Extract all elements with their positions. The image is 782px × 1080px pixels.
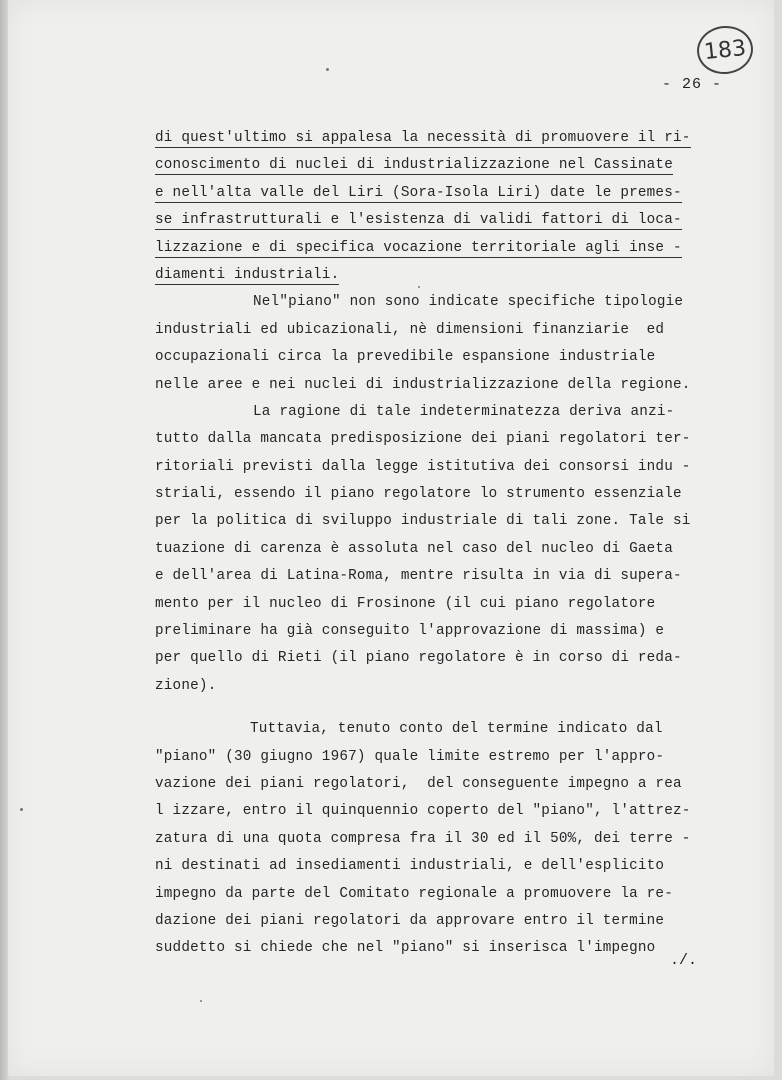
text-line: tutto dalla mancata predisposizione dei piani regolatori ter-: [155, 431, 691, 448]
text-line: lizzazione e di specifica vocazione territoriale agli inse -: [155, 239, 682, 256]
text-line: ritoriali previsti dalla legge istitutiva dei consorsi indu -: [155, 458, 691, 475]
document-page: [8, 0, 774, 1076]
archive-number-stamp: 183: [695, 23, 756, 77]
text-line: e nell'alta valle del Liri (Sora-Isola Liri) date le premes-: [155, 184, 682, 201]
text-line: dazione dei piani regolatori da approvare entro il termine: [155, 912, 665, 929]
scan-speck: [20, 808, 23, 811]
text-line: striali, essendo il piano regolatore lo strumento essenziale: [155, 486, 682, 503]
text-line: occupazionali circa la prevedibile espansione industriale: [155, 349, 656, 366]
text-line: mento per il nucleo di Frosinone (il cui piano regolatore: [155, 595, 656, 612]
paragraph-gap: [155, 700, 715, 716]
text-line: diamenti industriali.: [155, 266, 340, 283]
page-number: - 26 -: [662, 76, 723, 93]
text-line: preliminare ha già conseguito l'approvazione di massima) e: [155, 623, 665, 640]
text-line: suddetto si chiede che nel "piano" si inserisca l'impegno: [155, 940, 656, 957]
text-line: La ragione di tale indeterminatezza deriva anzi-: [253, 403, 675, 420]
text-line: Tuttavia, tenuto conto del termine indicato dal: [250, 721, 663, 738]
text-line: e dell'area di Latina-Roma, mentre risulta in via di supera-: [155, 568, 682, 585]
text-line: di quest'ultimo si appalesa la necessità di promuovere il ri-: [155, 130, 691, 146]
typed-text-body: [155, 125, 715, 963]
text-line: per la politica di sviluppo industriale di tali zone. Tale si: [155, 513, 691, 530]
scan-speck: [326, 68, 329, 71]
text-line: se infrastrutturali e l'esistenza di validi fattori di loca-: [155, 212, 682, 229]
text-line: per quello di Rieti (il piano regolatore è in corso di reda-: [155, 650, 682, 667]
scan-speck: [200, 1000, 202, 1002]
text-line: industriali ed ubicazionali, nè dimensioni finanziarie ed: [155, 321, 665, 338]
text-line: nelle aree e nei nuclei di industrializzazione della regione.: [155, 376, 691, 393]
text-line: zione).: [155, 677, 217, 694]
text-line: zatura di una quota compresa fra il 30 ed il 50%, dei terre -: [155, 830, 691, 847]
text-line: vazione dei piani regolatori, del conseguente impegno a rea: [155, 775, 682, 792]
text-line: "piano" (30 giugno 1967) quale limite estremo per l'appro-: [155, 748, 665, 765]
text-line: l izzare, entro il quinquennio coperto del "piano", l'attrez-: [155, 803, 691, 820]
continuation-mark: ./.: [670, 952, 698, 969]
text-line: impegno da parte del Comitato regionale a promuovere la re-: [155, 885, 673, 902]
text-line: conoscimento di nuclei di industrializzazione nel Cassinate: [155, 157, 673, 174]
text-line: ni destinati ad insediamenti industriali, e dell'esplicito: [155, 858, 665, 875]
text-line: tuazione di carenza è assoluta nel caso del nucleo di Gaeta: [155, 540, 673, 557]
text-line: Nel"piano" non sono indicate specifiche tipologie: [253, 294, 684, 311]
